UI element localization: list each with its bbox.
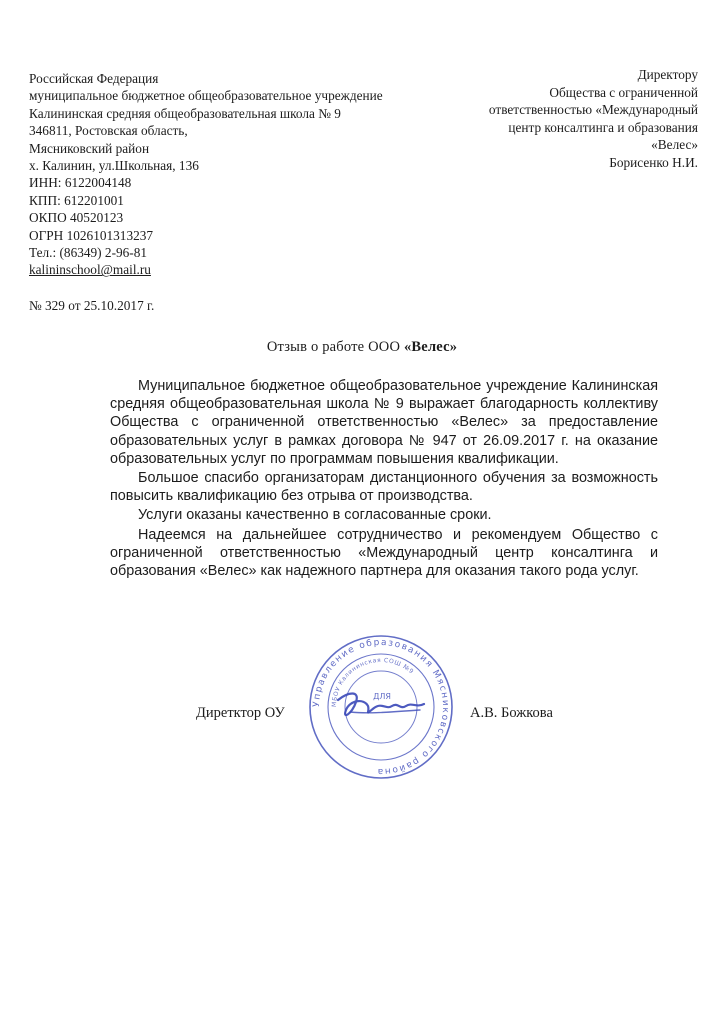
letter-body: [110, 377, 658, 581]
recipient-line: Общества с ограниченной: [549, 84, 698, 100]
recipient-line: ответственностью «Международный: [488, 102, 698, 118]
stamp-outer-text: Управление образования Мясниковского района: [311, 637, 451, 777]
recipient-line: «Велес»: [651, 137, 698, 153]
sender-block: [29, 70, 429, 314]
stamp-center-text: ДЛЯ: [373, 692, 391, 701]
sender-email-link[interactable]: kalininschool@mail.ru: [29, 262, 151, 278]
sender-line: Тел.: (86349) 2-96-81: [29, 245, 148, 261]
outgoing-number: № 329 от 25.10.2017 г.: [29, 297, 155, 313]
sender-line: Калининская средняя общеобразовательная школа № 9: [29, 105, 341, 121]
recipient-line: Директору: [637, 67, 698, 82]
recipient-line: Борисенко Н.И.: [609, 154, 698, 170]
sender-line: ОКПО 40520123: [29, 210, 124, 226]
sender-line: Российская Федерация: [29, 71, 159, 86]
recipient-block: [438, 66, 698, 172]
signature-title: Диретктор ОУ: [196, 705, 285, 721]
document-title: [0, 339, 724, 356]
title-prefix: Отзыв о работе ООО: [266, 339, 404, 355]
body-paragraph: Большое спасибо организаторам дистанционного обучения за возможность повысить квалификацию без отрыва от производства.: [110, 470, 658, 505]
stamp-inner-text: МБОУ Калининская СОШ №9: [330, 656, 415, 708]
sender-line: ОГРН 1026101313237: [29, 227, 154, 243]
signature-name: А.В. Божкова: [470, 705, 553, 721]
recipient-line: центр консалтинга и образования: [508, 119, 698, 135]
sender-line: Мясниковский район: [29, 140, 150, 156]
sender-line: ИНН: 6122004148: [29, 175, 132, 191]
sender-line: х. Калинин, ул.Школьная, 136: [29, 158, 199, 174]
handwritten-signature: [330, 686, 430, 726]
sender-line: 346811, Ростовская область,: [29, 123, 188, 139]
sender-line: муниципальное бюджетное общеобразовательное учреждение: [29, 88, 383, 104]
body-paragraph: Муниципальное бюджетное общеобразовательное учреждение Калининская средняя общеобразовательная школа № 9 выражает благодарность коллективу Общества с ограниченной ответственностью «Велес» за предоставление образовательных услуг в рамках договора № 947 от 26.09.2017 г. на оказание образовательных услуг по программам повышения квалификации.: [110, 378, 658, 467]
body-paragraph: Надеемся на дальнейшее сотрудничество и рекомендуем Общество с ограниченной ответственностью «Международный центр консалтинга и образования «Велес» как надежного партнера для оказания такого рода услуг.: [110, 526, 658, 580]
body-paragraph: Услуги оказаны качественно в согласованные сроки.: [138, 507, 492, 524]
sender-line: КПП: 612201001: [29, 192, 124, 208]
title-company: «Велес»: [403, 339, 458, 355]
